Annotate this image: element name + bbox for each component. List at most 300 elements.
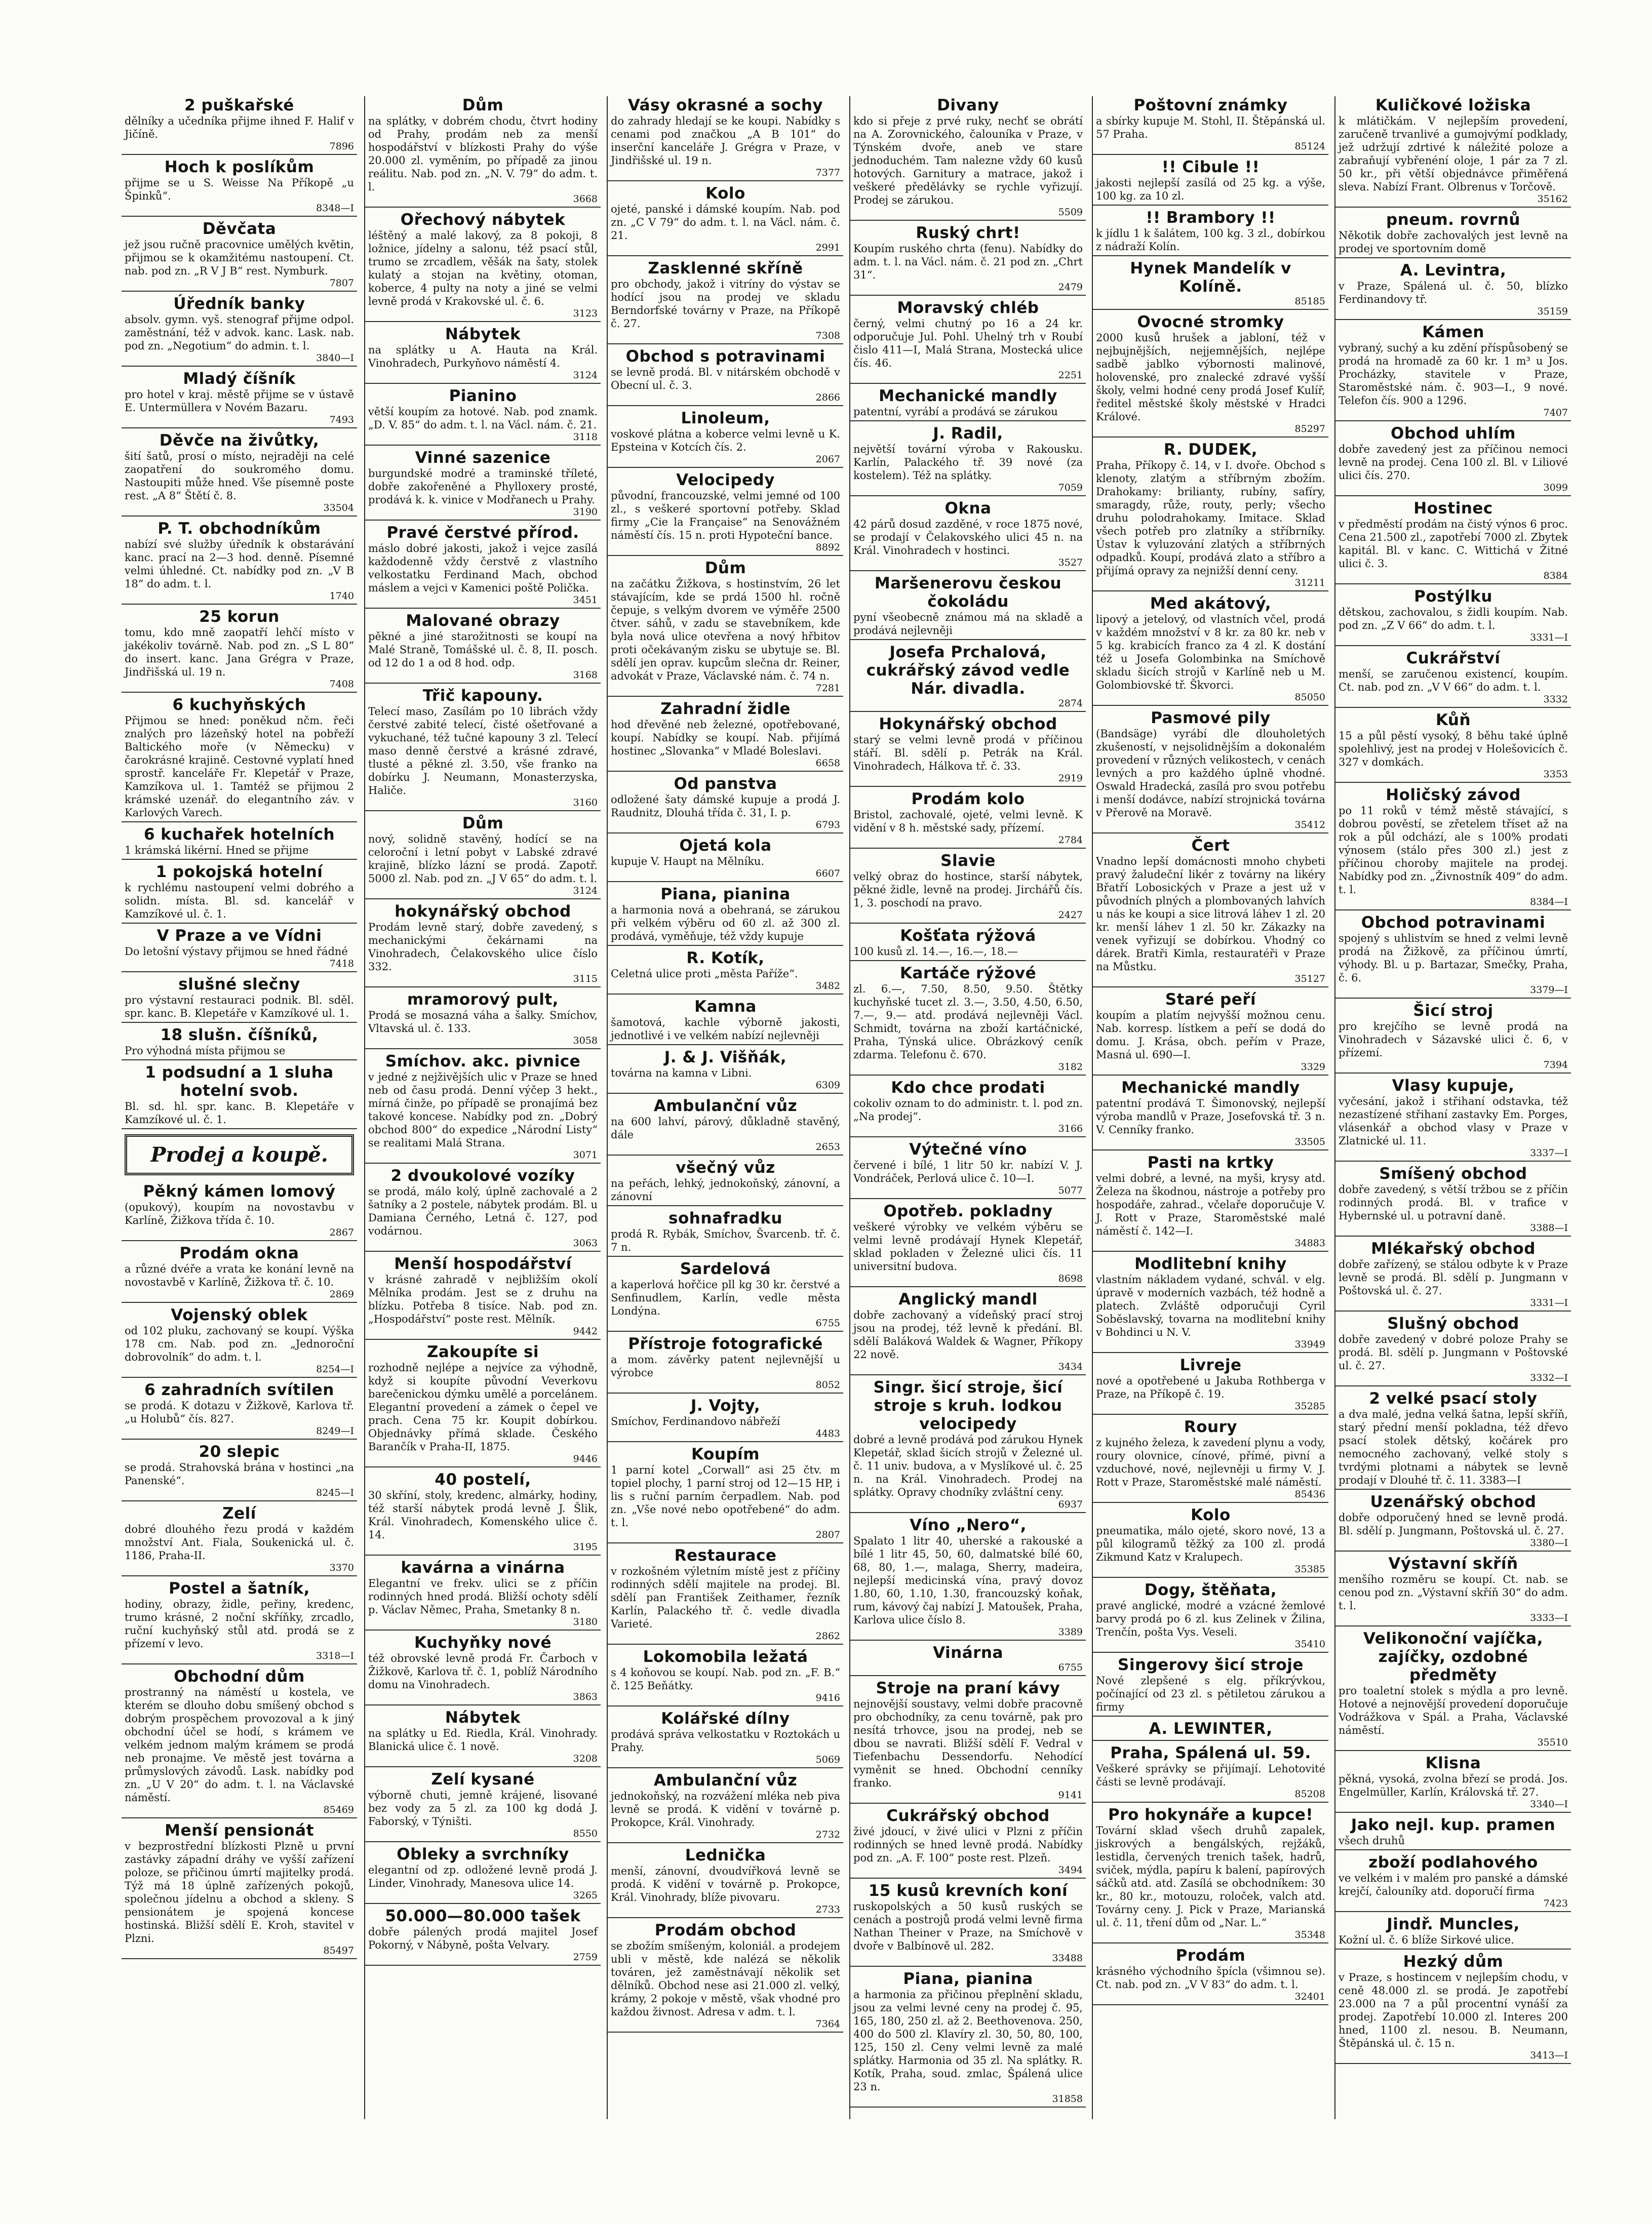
ad-headline: A. LEWINTER, (1149, 1720, 1273, 1738)
classified-ad (1093, 594, 1328, 706)
classified-ad (122, 220, 357, 292)
classified-ad (850, 574, 1086, 640)
classified-ad (122, 1026, 357, 1060)
classified-ad (608, 1445, 843, 1543)
ad-number: 3389 (1058, 1626, 1083, 1638)
ad-number: 85208 (1294, 1789, 1325, 1800)
classified-ad (122, 1381, 357, 1440)
classified-ad (850, 424, 1086, 496)
ad-number: 7059 (1058, 482, 1083, 493)
ad-body: cokoliv oznam to do administr. t. l. pod zn. „Na prodej“. (853, 1097, 1083, 1123)
classified-ad (1093, 1356, 1328, 1415)
classified-ad (1335, 1077, 1571, 1162)
classified-ad (122, 431, 357, 517)
ad-body: ve velkém i v malém pro panské a dámské krejčí, čalouníky atd. doporučí firma (1339, 1872, 1568, 1897)
ad-headline: Kolářské dílny (661, 1710, 790, 1728)
ad-number: 35127 (1294, 973, 1325, 984)
ad-number: 2427 (1058, 909, 1083, 921)
ad-headline: Zelí (222, 1504, 256, 1523)
classified-ad (365, 1343, 601, 1467)
ad-number: 3265 (573, 1890, 598, 1901)
ad-number: 33504 (323, 502, 354, 513)
classified-ad (850, 299, 1086, 384)
ad-body: menší, se zaručenou existencí, koupím. Ct. nab. pod zn. „V V 66“ do adm. t. l. (1339, 668, 1568, 693)
ad-number: 3160 (573, 797, 598, 808)
ad-body: léštěný a malé lakový, za 8 pokoji, 8 ložnice, jídelny a salonu, též psací stůl, trumo se zrcadlem, věšák na šaty, stolek kulatý a stojan na květiny, otoman, koberce, 4 pulty na noty a jiné se velmi levně prodá v Krakovské ul. č. 6. (368, 229, 598, 307)
ad-headline: Dům (462, 814, 504, 832)
ad-number: 1740 (329, 590, 354, 602)
ad-number: 7407 (1543, 407, 1568, 418)
ad-headline: Lokomobila ležatá (643, 1648, 808, 1666)
ad-body: do zahrady hledají se ke koupi. Nabídky s cenami pod značkou „A B 101“ do inserční kanceláře J. Grégra v Praze, v Jindřišské ul. 19 n. (611, 115, 840, 167)
classified-ad (1335, 914, 1571, 999)
ad-headline: Třič kapouny. (422, 687, 543, 705)
column-5 (1092, 96, 1328, 2119)
ad-number: 7281 (815, 683, 840, 694)
classified-ad (122, 1667, 357, 1818)
ad-headline: Zelí kysané (431, 1770, 535, 1789)
ad-body: výborně chuti, jemně krájené, lisované bez vody za 5 zl. za 100 kg dodá J. Faborský, v Týništi. (368, 1789, 598, 1828)
classified-ad (365, 1559, 601, 1631)
classified-ad (365, 1167, 601, 1252)
ad-headline: R. DUDEK, (1163, 441, 1258, 459)
ad-number: 3332—I (1530, 1372, 1568, 1383)
classified-ad (850, 1290, 1086, 1375)
ad-headline: Mechanické mandly (879, 387, 1057, 405)
classified-ad (608, 775, 843, 833)
classified-ad (608, 1048, 843, 1094)
ad-headline: sohnafradku (668, 1209, 782, 1227)
classified-ad (122, 863, 357, 924)
ad-body: jednokoňský, na rozvážení mléka neb piva levně se prodá. K vidění v továrně p. Prokopce, Král. Vinohrady. (611, 1790, 840, 1829)
ad-number: 8892 (815, 542, 840, 553)
ad-headline: Mlékařský obchod (1371, 1240, 1536, 1258)
ad-body: prostranný na náměstí u kostela, ve kterém se dlouho dobu smíšený obchod s dobrým prospěchem provozoval a k jiný obchodní účel se hodí, s krámem ve velkém jednom malým krámem se prodá neb pronajme. Ve městě jest továrna a průmyslových závodů. Lask. nabídky pod zn. „U V 20“ do adm. t. l. na Václavské náměstí. (125, 1686, 354, 1804)
ad-number: 9416 (815, 1692, 840, 1703)
ad-body: Bristol, zachovalé, ojeté, velmi levně. K vidění v 8 h. městské sady, přízemí. (853, 809, 1083, 834)
ad-body: 2000 kusů hrušek a jabloní, též v nejbujnějších, nejjemnějších, nejlépe sadbě jablko výbornosti malinové, holovenské, pro znalecké zdravé vyšší školy, velmi hodné ceny prodá Josef Kulíř, ředitel městské školy městské v Hradci Králové. (1096, 332, 1325, 423)
ad-body: dobře zavedený v dobré poloze Prahy se prodá. Bl. sdělí p. Jungmann v Poštovské ul. č. 27. (1339, 1333, 1568, 1372)
ad-body: Smíchov, Ferdinandovo nábřeží (611, 1415, 780, 1427)
ad-headline: Piana, pianina (903, 1970, 1033, 1988)
ad-headline: Děvče na živůtky, (159, 431, 320, 450)
ad-number: 35412 (1294, 819, 1325, 830)
ad-body: dobře zařízený, se stálou odbyte k v Praze levně se prodá. Bl. sdělí p. Jungmann v Poštovská ul. č. 27. (1339, 1258, 1568, 1297)
ad-number: 35410 (1294, 1639, 1325, 1650)
ad-headline: Košťata rýžová (900, 927, 1036, 945)
classified-ad (850, 1807, 1086, 1879)
ad-headline: Přístroje fotografické (628, 1335, 823, 1353)
classified-ad (365, 1907, 601, 1966)
ad-headline: Výtečné víno (909, 1140, 1027, 1159)
ad-number: 3168 (573, 669, 598, 681)
ad-body: dělníky a učedníka přijme ihned F. Halif v Jičíně. (125, 115, 354, 140)
classified-ad (1093, 259, 1328, 310)
ad-body: pro výstavní restauraci podnik. Bl. sděl. spr. kanc. B. Klepetáře v Kamzíkové ul. 1. (125, 994, 354, 1019)
classified-ad (122, 1504, 357, 1576)
ad-body: pravé anglické, modré a vzácné žemlové barvy prodá po 6 zl. kus Zelinek v Žilina, Trenčín, pošta Vys. Veseli. (1096, 1600, 1325, 1638)
ad-headline: P. T. obchodníkům (158, 520, 321, 538)
ad-body: na splátky u A. Hauta na Král. Vinohradech, Purkyňovo náměstí 4. (368, 344, 598, 369)
ad-headline: 1 podsudní a 1 sluha hotelní svob. (145, 1063, 334, 1100)
ad-number: 35385 (1294, 1564, 1325, 1575)
ad-body: Někotik dobře zachovalých jest levně na prodej ve sportovním domě (1339, 229, 1568, 255)
ad-body: pro obchody, jakož i vitríny do výstav se hodící jsou na prodej ve skladu Berndorfské továrny v Praze, na Příkopě č. 27. (611, 278, 840, 330)
ad-body: patentní, vyrábí a prodává se zárukou (853, 406, 1058, 418)
ad-number: 3434 (1058, 1361, 1083, 1372)
ad-headline: Opotřeb. pokladny (883, 1202, 1053, 1220)
ad-headline: Vinné sazenice (415, 449, 551, 467)
ad-number: 3370 (329, 1562, 354, 1573)
classified-ad (1093, 1418, 1328, 1503)
ad-headline: Livreje (1179, 1356, 1242, 1374)
ad-headline: Obleky a svrchníky (397, 1845, 569, 1863)
ad-headline: Postýlku (1414, 587, 1492, 606)
ad-body: na peřách, lehký, jednokoňský, zánovní, a zánovní (611, 1177, 840, 1203)
ad-headline: Pianino (449, 387, 517, 405)
ad-body: vybraný, suchý a ku zdění příspůsobený se prodá na hromadě za 60 kr. 1 m³ u Jos. Procházky, stavitele v Praze, Staroměstské nám. č. 903—I., 9 nové. Telefon čís. 900 a 1296. (1339, 342, 1568, 407)
ad-headline: Cukrářský obchod (886, 1807, 1050, 1825)
ad-number: 8698 (1058, 1273, 1083, 1284)
ad-number: 3115 (573, 973, 598, 984)
ad-headline: Sardelová (680, 1260, 771, 1278)
classified-ad (608, 1710, 843, 1768)
classified-ad (1093, 990, 1328, 1076)
ad-body: prodá R. Rybák, Smíchov, Švarcenb. tř. č. 7 n. (611, 1228, 840, 1253)
ad-number: 3340—I (1530, 1799, 1568, 1810)
ad-headline: Klisna (1425, 1754, 1481, 1772)
ad-headline: 2 puškařské (184, 96, 294, 114)
classified-ad (850, 1644, 1086, 1676)
ad-headline: Holičský závod (1386, 786, 1521, 804)
ad-number: 7394 (1543, 1059, 1568, 1070)
ad-headline: Slušný obchod (1387, 1315, 1519, 1333)
ad-body: ojeté, panské i dámské koupím. Nab. pod zn. „C V 79“ do adm. t. l. na Václ. nám. č. 21. (611, 203, 840, 242)
classified-ad (122, 295, 357, 367)
ad-number: 8550 (573, 1828, 598, 1839)
ad-headline: kavárna a vinárna (401, 1559, 565, 1577)
ad-headline: Nábytek (445, 1709, 521, 1727)
classified-ad (122, 1306, 357, 1378)
ad-number: 85497 (323, 1945, 354, 1956)
ad-number: 3494 (1058, 1864, 1083, 1876)
classified-ad (122, 608, 357, 693)
ad-headline: Kámen (1422, 323, 1484, 341)
classified-ad (1335, 424, 1571, 496)
ad-body: pěkné a jiné starožitnosti se koupí na Malé Straně, Tomášské ul. č. 8, II. posch. od 12 do 1 a od 8 hod. odp. (368, 630, 598, 669)
classified-ad (608, 1771, 843, 1843)
ad-headline: pneum. rovrnů (1386, 211, 1520, 229)
ad-headline: Hokynářský obchod (879, 715, 1057, 733)
ad-number: 2874 (1058, 698, 1083, 709)
classified-ad (1093, 1255, 1328, 1353)
ad-number: 3058 (573, 1035, 598, 1046)
classified-ad (1093, 313, 1328, 438)
ad-body: voskové plátna a koberce velmi levně u K. Epsteina v Kotcích čís. 2. (611, 428, 840, 453)
ad-number: 5069 (815, 1754, 840, 1765)
classified-ad (1335, 711, 1571, 783)
ad-body: dobře odporučený hned se levně prodá. Bl. sdělí p. Jungmann, Poštovská ul. č. 27. (1339, 1512, 1568, 1537)
ad-headline: Kuličkové ložiska (1375, 96, 1531, 114)
ad-body: z kujného železa, k zavedení plynu a vody, roury olovnice, cínové, přímé, pivní a vzduchové, nové, nejlevněji u firmy V. J. Rott v Praze, Staroměstské malé náměstí. (1096, 1437, 1325, 1488)
ad-number: 3840—I (316, 352, 354, 364)
ad-number: 8254—I (316, 1364, 354, 1375)
classified-ad (1335, 1165, 1571, 1237)
ad-headline: Jako nejl. kup. pramen (1351, 1816, 1556, 1834)
ad-body: spojený s uhlistvím se hned z velmi levně prodá na Žižkově, za příčinou úmrtí, výhody. Bl. u p. Bartazar, Smečky, Praha, č. 6. (1339, 932, 1568, 984)
column-1 (122, 96, 357, 2119)
classified-ad (1093, 158, 1328, 206)
ad-headline: Vojenský oblek (171, 1306, 308, 1324)
ad-number: 85297 (1294, 423, 1325, 434)
ad-number: 85050 (1294, 692, 1325, 703)
ad-headline: Modlitební knihy (1134, 1255, 1287, 1273)
ad-number: 2784 (1058, 835, 1083, 846)
ad-headline: Med akátový, (1150, 594, 1272, 613)
ad-headline: Děvčata (202, 220, 277, 238)
ad-body: Spalato 1 litr 40, uherské a rakouské a bílé 1 litr 45, 50, 60, dalmatské bílé 60, 68, 80, 1.—, malaga, Sherry, madeira, nejlepší medicinská vína, pravý dovoz 1.80, 60, 1.10, 1.30, francouzský koňak, rum, kávový čaj nabízí J. Matoušek, Praha, Karlova ulice číslo 8. (853, 1535, 1083, 1626)
ad-number: 3379—I (1530, 984, 1568, 996)
ad-headline: Roury (1184, 1418, 1238, 1436)
ad-number: 3166 (1058, 1123, 1083, 1134)
classified-ad (850, 643, 1086, 712)
classified-ad (1335, 211, 1571, 258)
classified-ad (608, 1846, 843, 1918)
classified-ad (850, 1140, 1086, 1199)
ad-body: nový, solidně stavěný, hodící se na celoroční i letní pobyt v Labské zdravé krajině, blízko lázní se prodá. Zapotř. 5000 zl. Nab. pod zn. „J V 65“ do adm. t. l. (368, 833, 598, 885)
ad-body: Prodá se mosazná váha a šalky. Smíchov, Vltavská ul. č. 133. (368, 1009, 598, 1035)
classified-ad (608, 1159, 843, 1206)
ad-body: na 600 lahví, párový, důkladně stavěný, dále (611, 1116, 840, 1141)
classified-ad (1093, 1656, 1328, 1717)
ad-headline: Obchod potravinami (1361, 914, 1546, 932)
ad-headline: Vlasy kupuje, (1392, 1077, 1515, 1095)
ad-body: se zbožím smíšeným, koloniál. a prodejem ubli v městě, kde nalézá se několik továren, jež zaměstnávají několik set dělníků. Obchod nese asi 21.000 zl. velký, krámy, 2 pokoje v městě, však vhodné pro každou živnost. Adresa v adm. t. l. (611, 1940, 840, 2018)
classified-ad (122, 1443, 357, 1501)
ad-headline: !! Cibule !! (1161, 158, 1260, 176)
column-3 (607, 96, 843, 2119)
ad-number: 9446 (573, 1453, 598, 1464)
classified-ad (365, 449, 601, 521)
ad-body: 30 skříní, stoly, kredenc, almárky, hodiny, též starší nábytek prodá levně J. Šlik, Král. Vinohradech, Komenského ulice č. 14. (368, 1489, 598, 1541)
classified-ad (122, 370, 357, 428)
ad-number: 3451 (573, 594, 598, 606)
ad-headline: Kuchyňky nové (414, 1634, 552, 1652)
ad-body: veškeré výrobky ve velkém výběru se velmi levně prodávají Hynek Klepetář, sklad pokladen v Železné ulici čís. 11 universitní budova. (853, 1221, 1083, 1273)
classified-ad (608, 1397, 843, 1442)
ad-number: 35510 (1537, 1737, 1568, 1748)
classified-ad (608, 700, 843, 772)
ad-body: lipový a jetelový, od vlastních včel, prodá v každém množství v 8 kr. za 80 kr. neb v 5 kg. krabicích franco za 4 zl. K dostání též u Josefa Golombinka na Smíchově skladu šicích strojů v Karlíně neb u M. Golombiovské tř. Škvorci. (1096, 613, 1325, 691)
ad-number: 4483 (815, 1428, 840, 1439)
ad-number: 7408 (329, 679, 354, 690)
ad-body: Telecí maso, Zasílám po 10 librách vždy čerstvé zabité telecí, čisté ošetřované a vykuchané, též tučné kapouny 3 zl. Telecí maso denně čerstvé a krásné zdravé, tlusté a pěkné zl. 3.50, vše franko na dobírku J. Neumann, Monasterzyska, Haliče. (368, 705, 598, 797)
classified-ad (1093, 1744, 1328, 1803)
ad-number: 2919 (1058, 773, 1083, 784)
ad-number: 33505 (1294, 1136, 1325, 1147)
ad-number: 3413—I (1530, 2050, 1568, 2061)
ad-headline: Smíšený obchod (1379, 1165, 1527, 1183)
classified-ad (122, 1182, 357, 1241)
ad-headline: A. Levintra, (1400, 261, 1507, 280)
ad-headline: Pěkný kámen lomový (143, 1182, 336, 1201)
ad-headline: Od panstva (674, 775, 777, 793)
ad-headline: Mladý číšník (183, 370, 296, 388)
classified-ad (850, 387, 1086, 421)
ad-headline: Hoch k poslíkům (164, 158, 314, 176)
ad-number: 6755 (815, 1318, 840, 1329)
ad-number: 2991 (815, 242, 840, 253)
classified-ad (608, 471, 843, 556)
ad-body: a různé dvéře a vrata ke konání levně na novostavbě v Karlíně, Žižkova tř. č. 10. (125, 1263, 354, 1288)
ad-body: odložené šaty dámské kupuje a prodá J. Raudnitz, Dlouhá třída č. 31, I. p. (611, 793, 840, 819)
ad-headline: Cukrářství (1406, 649, 1501, 667)
ad-headline: Pro hokynáře a kupce! (1108, 1806, 1313, 1824)
classified-ad (608, 1921, 843, 2033)
classified-ad (608, 1209, 843, 1257)
ad-body: 1 parní kotel „Corwall“ asi 25 čtv. m topiel plochy, 1 parní stroj od 12—15 HP, i lis s ruční parním čerpadlem. Nab. pod zn. „Vše nové nebo opotřebené“ do adm. t. l. (611, 1464, 840, 1529)
ad-number: 35348 (1294, 1929, 1325, 1940)
ad-headline: !! Brambory !! (1146, 209, 1276, 227)
ad-body: elegantní od zp. odložené levně prodá J. Linder, Vinohrady, Manesova ulice 14. (368, 1864, 598, 1889)
ad-number: 2733 (815, 1904, 840, 1915)
classified-ad (1335, 649, 1571, 708)
ad-number: 85124 (1294, 141, 1325, 152)
ad-body: a harmonia za přičinou přeplnění skladu, jsou za velmi levné ceny na prodej č. 95, 165, 180, 250 zl. až 2. Beethovenova. 250, 400 do 500 zl. Klavíry zl. 30, 50, 80, 100, 125, 150 zl. Ceny velmi levně za malé splátky. Harmonia od 35 zl. Na splátky. R. Kotík, Praha, soud. zmlac, Špálená ulice 23 n. (853, 1989, 1083, 2093)
ad-number: 7364 (815, 2018, 840, 2030)
classified-ad (365, 1052, 601, 1164)
ad-body: v Praze, s hostincem v nejlepším chodu, v ceně 48.000 zl. se prodá. Je zapotřebí 23.000 na 7 a půl procentní vynáší za prodej. Zapotřebí 10.000 zl. Interes 200 hned, 1100 zl. nesou. B. Neumann, Štěpánská ul. č. 15 n. (1339, 1971, 1568, 2049)
classified-ad (608, 1097, 843, 1156)
ad-body: Koupím ruského chrta (fenu). Nabídky do adm. t. l. na Václ. nám. č. 21 pod zn. „Chrt 31“. (853, 243, 1083, 281)
ad-body: velký obraz do hostince, starší nábytek, pěkné židle, levně na prodej. Jirchářů čís. 1, 3. poschodí na pravo. (853, 870, 1083, 909)
ad-headline: Postel a šatník, (169, 1579, 310, 1598)
ad-headline: Prodám obchod (654, 1921, 797, 1939)
ad-number: 5077 (1058, 1185, 1083, 1196)
ad-headline: Vinárna (933, 1644, 1003, 1662)
classified-ad (1093, 1154, 1328, 1252)
ad-headline: 50.000—80.000 tašek (385, 1907, 581, 1925)
ad-headline: Prodám kolo (911, 790, 1025, 808)
classified-ad (1335, 1915, 1571, 1950)
classified-ad (850, 927, 1086, 961)
ad-body: (opukový), koupím na novostavbu v Karlíně, Žižkova třída č. 10. (125, 1201, 354, 1226)
ad-headline: Staré peří (1165, 990, 1256, 1009)
ad-number: 3124 (573, 370, 598, 381)
ad-body: Bl. sd. hl. spr. kanc. B. Klepetáře v Kamzíkové ul. č. 1. (125, 1100, 354, 1126)
ad-headline: Zasklenné skříně (648, 259, 803, 277)
ad-body: na splátky, v dobrém chodu, čtvrt hodiny od Prahy, prodám neb za menší hospodářství v blízkosti Prahy do výše 20.000 zl. vyměním, po případě za jinou reálitu. Nab. pod zn. „N. V. 79“ do adm. t. l. (368, 115, 598, 193)
ad-headline: Ambulanční vůz (653, 1097, 798, 1115)
ad-number: 8052 (815, 1379, 840, 1391)
classified-ad (122, 825, 357, 860)
ad-body: pyní všeobecně známou má na skladě a prodává nejlevněji (853, 611, 1083, 637)
ad-headline: 2 velké psací stoly (1369, 1389, 1538, 1408)
ad-headline: Anglický mandl (898, 1290, 1038, 1308)
classified-ad (122, 1063, 357, 1129)
classified-ad (1093, 1806, 1328, 1943)
classified-ad (1335, 587, 1571, 646)
ad-number: 3208 (573, 1753, 598, 1764)
ad-body: k mlátičkám. V nejlepším provedení, zaručeně trvanlivé a gumojvýmí podklady, jež udržují zdrtivé k náležité poloze a zabraňují vybřenéní oloje, 1 pár za 7 zl. 50 kr., při větší objednávce přiměřená sleva. Nabízí Frant. Olbrenus v Torčově. (1339, 115, 1568, 193)
ad-body: k rychlému nastoupení velmi dobrého a solidn. místa. Bl. sd. kancelář v Kamzíkové ul. č. 1. (125, 882, 354, 920)
ad-number: 3124 (573, 885, 598, 896)
ad-headline: všečný vůz (676, 1159, 775, 1177)
classified-ad (850, 1516, 1086, 1641)
classified-ad (122, 1579, 357, 1664)
column-2 (364, 96, 601, 2119)
ad-headline: Ojetá kola (679, 837, 772, 855)
ad-body: původní, francouzské, velmi jemné od 100 zl., s veškeré sportovní potřeby. Sklad firmy „Cie la Française“ na Senovážném náměstí čís. 15 n. proti Hypoteční bance. (611, 490, 840, 541)
classified-ad (608, 1546, 843, 1645)
ad-body: jež jsou ručně pracovnice umělých květin, přijmou se k okamžitému nastoupení. Ct. nab. pod zn. „R V J B“ rest. Nymburk. (125, 239, 354, 277)
ad-body: pneumatika, málo ojeté, skoro nové, 13 a půl kilogramů těžký za 100 zl. prodá Zikmund Katz v Kralupech. (1096, 1525, 1325, 1563)
classified-ad (122, 975, 357, 1023)
classified-ad (608, 409, 843, 468)
ad-headline: Kůň (1435, 711, 1471, 729)
ad-number: 9141 (1058, 1790, 1083, 1801)
ad-body: na splátky u Ed. Riedla, Král. Vinohrady. Blanická ulice č. 1 nově. (368, 1727, 598, 1753)
column-4 (849, 96, 1086, 2119)
ad-headline: Praha, Spálená ul. 59. (1110, 1744, 1311, 1762)
ad-body: hodiny, obrazy, židle, peřiny, kredenc, trumo krásné, 2 noční skříňky, zrcadlo, ruční kuchyňský stůl atd. prodá se z přízemí v levo. (125, 1598, 354, 1650)
ad-number: 8384—I (1530, 896, 1568, 907)
ad-body: Prodám levně starý, dobře zavedený, s mechanickými čekárnami na Vinohradech, Čelakovského ulice číslo 332. (368, 921, 598, 973)
ad-headline: Kdo chce prodati (891, 1079, 1045, 1097)
ad-number: 3099 (1543, 482, 1568, 493)
ad-headline: Smíchov. akc. pivnice (385, 1052, 581, 1070)
ad-body: a harmonia nová a obehraná, se zárukou při velkém výběru od 60 zl. až 300 zl. prodává, vyměňuje, též vždy kupuje (611, 904, 840, 942)
classified-ad (1093, 209, 1328, 256)
ad-headline: hokynářský obchod (395, 902, 571, 921)
ad-body: 100 kusů zl. 14.—, 16.—, 18.— (853, 945, 1018, 958)
ad-headline: Kamna (694, 998, 757, 1016)
ad-body: všech druhů (1339, 1835, 1405, 1847)
ad-headline: 40 postelí, (435, 1471, 531, 1489)
ad-headline: Obchod s potravinami (625, 347, 825, 366)
ad-headline: J. Radil, (933, 424, 1003, 443)
ad-body: Pro výhodná místa přijmou se (125, 1045, 286, 1057)
ad-body: pro hotel v kraj. městě přijme se v ústavě E. Untermüllera v Novém Bazaru. (125, 388, 354, 414)
ad-body: se prodá, málo kolý, úplně zachovalé a 2 šatníky a 2 postele, nábytek prodám. Bl. u Damiana Černého, Letná č. 127, pod vodárnou. (368, 1185, 598, 1237)
ad-number: 3380—I (1530, 1537, 1568, 1548)
classified-ad (850, 790, 1086, 849)
ad-body: jakosti nejlepší zasílá od 25 kg. a výše, 100 kg. za 10 zl. (1096, 177, 1325, 202)
ad-headline: V Praze a ve Vídni (156, 927, 322, 945)
ad-headline: Moravský chléb (897, 299, 1039, 317)
ad-body: dobré a levně prodává pod zárukou Hynek Klepetář, sklad šicích strojů v Železné ul. č. 11 univ. budova, a v Myslíkové ul. č. 25 n. na Král. Vinohradech. Prodej na splátky. Opravy chodníky zvláštní ceny. (853, 1434, 1083, 1498)
ad-body: živé jdoucí, v živé ulici v Plzni z příčin rodinných se hned levně prodá. Nabídky pod zn. „A. F. 100“ poste rest. Plzeň. (853, 1825, 1083, 1864)
classified-ad (1093, 1720, 1328, 1741)
classified-ad (122, 158, 357, 217)
ad-headline: Obchodní dům (174, 1667, 305, 1686)
ad-headline: Piana, pianina (660, 885, 791, 903)
ad-headline: Restaurace (674, 1546, 777, 1565)
classified-ad (1335, 1002, 1571, 1074)
ad-number: 2807 (815, 1529, 840, 1540)
ad-number: 7423 (1543, 1898, 1568, 1909)
ad-number: 33488 (1052, 1953, 1083, 1964)
classified-ad (1093, 1506, 1328, 1578)
ad-body: červené i bílé, 1 litr 50 kr. nabízí V. J. Vondráček, Perlová ulice č. 10—I. (853, 1159, 1083, 1184)
ad-body: burgundské modré a traminské tříleté, dobře zakořeněné a Phylloxery prosté, prodává k. k. vinice v Modřanech u Prahy. (368, 467, 598, 506)
ad-number: 8245—I (316, 1487, 354, 1498)
classified-ad (365, 387, 601, 446)
ad-headline: Hostinec (1413, 499, 1493, 518)
classified-ad (365, 687, 601, 811)
ad-headline: 25 korun (199, 608, 280, 626)
ad-body: v bezprostřední blízkosti Plzně u první zastávky západní dráhy ve vyšší zařízení poloze, se přičinou úmrtí majitelky prodá. Týž má 18 úplně zařízených pokojů, společnou jídelnu a obchod a skleny. S pensionátem je spojená koncese hostinská. Bližší sdělí E. Kroh, stavitel v Plzni. (125, 1840, 354, 1944)
